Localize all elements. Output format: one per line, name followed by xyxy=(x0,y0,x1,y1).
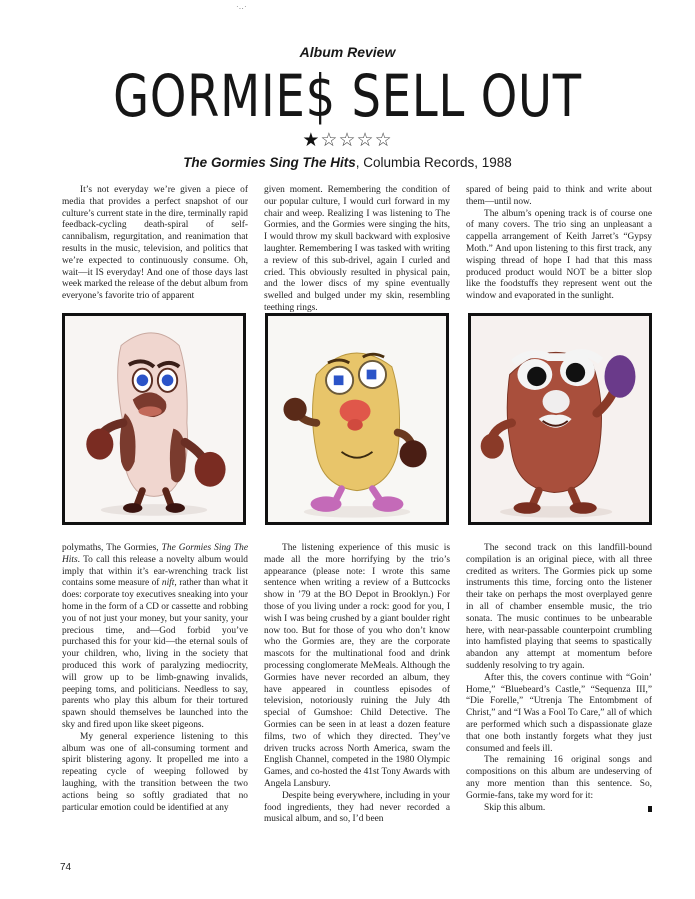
column-1 xyxy=(62,185,248,307)
section-kicker: Album Review xyxy=(299,44,396,60)
paragraph: My general experience listening to this album was one of all-consuming torment and spirit blistering agony. It propelled me into a repeating cycle of weeping followed by laughing, with the transition between the two actions being so softly gradiated that no particular emotion could be identified at any xyxy=(62,731,248,813)
paragraph: After this, the covers continue with “Goin’ Home,” “Bluebeard’s Castle,” “Sequenza III,” “Die Forelle,” “Utrenja The Entombment of Christ,” and “I Was a Fool To Care,” all of which are performed which such a dispassionate glaze that one both instantly forgets what they just consumed and feels ill. xyxy=(466,672,652,754)
paragraph: It’s not everyday we’re given a piece of media that provides a perfect snapshot of our culture’s current state in the dire, terminally rapid feedback-cycling death-spiral of self-cannibalism, regurgitation, and reanimation that results in the music, television, and politics that we’re expected to continuously consume. Oh, wait—it IS everyday! And one of those days last week marked the release of the debut album from everyone’s favorite trio of apparent xyxy=(62,185,248,302)
paragraph: Despite being everywhere, including in your food ingredients, they had never recorded a musical album, and so, I’d been xyxy=(264,790,450,825)
column-2 xyxy=(264,185,450,313)
column-3 xyxy=(466,543,652,813)
gormie-photo-pink xyxy=(62,313,246,525)
text-run: . To call this release a novelty album would imply that within it’s ear-wrenching track list contains some measure of xyxy=(62,554,248,589)
gormie-photo-brown xyxy=(468,313,652,525)
paragraph xyxy=(466,803,652,815)
intro-columns xyxy=(62,185,652,313)
paragraph: The album’s opening track is of course one of many covers. The trio sing an unpleasant a cappella arrangement of Keith Jarret’s “Gypsy Moth.” And upon listening to this first track, any wisping thread of hope I had that this mass produced product would NOT be a bitter slop like the foodstuffs they represent went out the window and evaporated in the sunlight. xyxy=(466,208,652,302)
paragraph: given moment. Remembering the condition of our popular culture, I would curl forward in my chair and weep. Realizing I was listening to The Gormies, and the Gormies were singing the hits, I would throw my skull backward with explosive laughter. Remembering I was tasked with writing a review of this sub-drivel, again I curled and cried. This obviously resulted in physical pain, and the lower discs of my spine eventually swelled and bulged under my skin, resembling teething rings. xyxy=(264,185,450,313)
closing-line: Skip this album. xyxy=(484,802,546,813)
photo-row xyxy=(62,313,652,525)
brown-gormie-illustration xyxy=(471,316,649,522)
yellow-gormie-illustration xyxy=(268,316,446,522)
star-empty-icon: ☆ xyxy=(320,129,339,151)
text-run: polymaths, The Gormies, xyxy=(62,543,162,553)
column-3 xyxy=(466,185,652,307)
gormie-photo-yellow xyxy=(265,313,449,525)
pink-gormie-illustration xyxy=(65,316,243,522)
paragraph: The listening experience of this music is made all the more horrifying by the trio’s appearance (please note: I wrote this same sentence when writing a review of a Buttcocks show in ’79 at the BO Depot in Brooklyn.) For those of you living under a rock: good for you, I wish I was being crushed by a giant boulder right now too. But for those of you who don’t know who the Gormies are, they are the corporate mascots for the multinational food and drink processing conglomerate MeMeals. Although the Gormies have never recorded an album, they have appeared in countless episodes of television, notoriously ruining the July 4th special of Gumshoe: Child Detective. The Gormies can be seen in at least a dozen feature films, two of which they directed. They’ve driven trucks across North America, swam the English Channel, competed in the 1980 Olympic Games, and co-hosted the 41st Tony Awards with Angela Lansbury. xyxy=(264,543,450,789)
album-title-inline: The Gormies Sing The Hits xyxy=(62,543,248,565)
star-empty-icon: ☆ xyxy=(374,129,393,151)
paragraph: The remaining 16 original songs and compositions on this album are undeserving of any more mention than this sentence. So, Gormie-fans, take my word for it: xyxy=(466,755,652,801)
star-empty-icon: ☆ xyxy=(338,129,357,151)
column-2 xyxy=(264,543,450,825)
print-speck: ·‥· xyxy=(236,2,247,11)
end-mark-icon xyxy=(648,806,652,812)
album-meta xyxy=(0,155,695,170)
article-headline: GORMIE$ SELL OUT xyxy=(113,62,582,130)
text-run: , rather than what it does: corporate toy executives sneaking into your home in the form of a CD or cassette and robbing you of not just your money, but your sanity, your precious time, and—God forbid you’ve purchased this for your kid—the eternal souls of your children, who, living in the society that produced this work of paralyzing mediocrity, will grow up to be limb-gnawing invalids, peeping toms, and politicians. Needless to say, parents who play this album for their tortured spawn should themselves be launched into the sky and fired upon like skeet pigeons. xyxy=(62,578,248,730)
column-1 xyxy=(62,543,248,813)
page-number: 74 xyxy=(60,862,72,873)
label-year: , Columbia Records, 1988 xyxy=(355,155,512,170)
paragraph: spared of being paid to think and write about them—until now. xyxy=(466,185,652,207)
album-title: The Gormies Sing The Hits xyxy=(183,155,356,170)
paragraph xyxy=(62,543,248,732)
body-columns xyxy=(62,543,652,825)
emphasis: nift xyxy=(161,578,175,589)
star-rating xyxy=(0,129,695,151)
star-filled-icon: ★ xyxy=(302,129,321,151)
star-empty-icon: ☆ xyxy=(356,129,375,151)
paragraph: The second track on this landfill-bound compilation is an original piece, with all three credited as writers. The Gormies pick up some instruments this time, forcing onto the listener their take on perhaps the most overplayed genre in all of chamber ensemble music, the trio sonata. The music continues to be unbearable here, with near-passable counterpoint crumbling into hamfisted playing that seems to spastically abandon any attempt at momentum before suddenly resolving to try again. xyxy=(466,543,652,671)
